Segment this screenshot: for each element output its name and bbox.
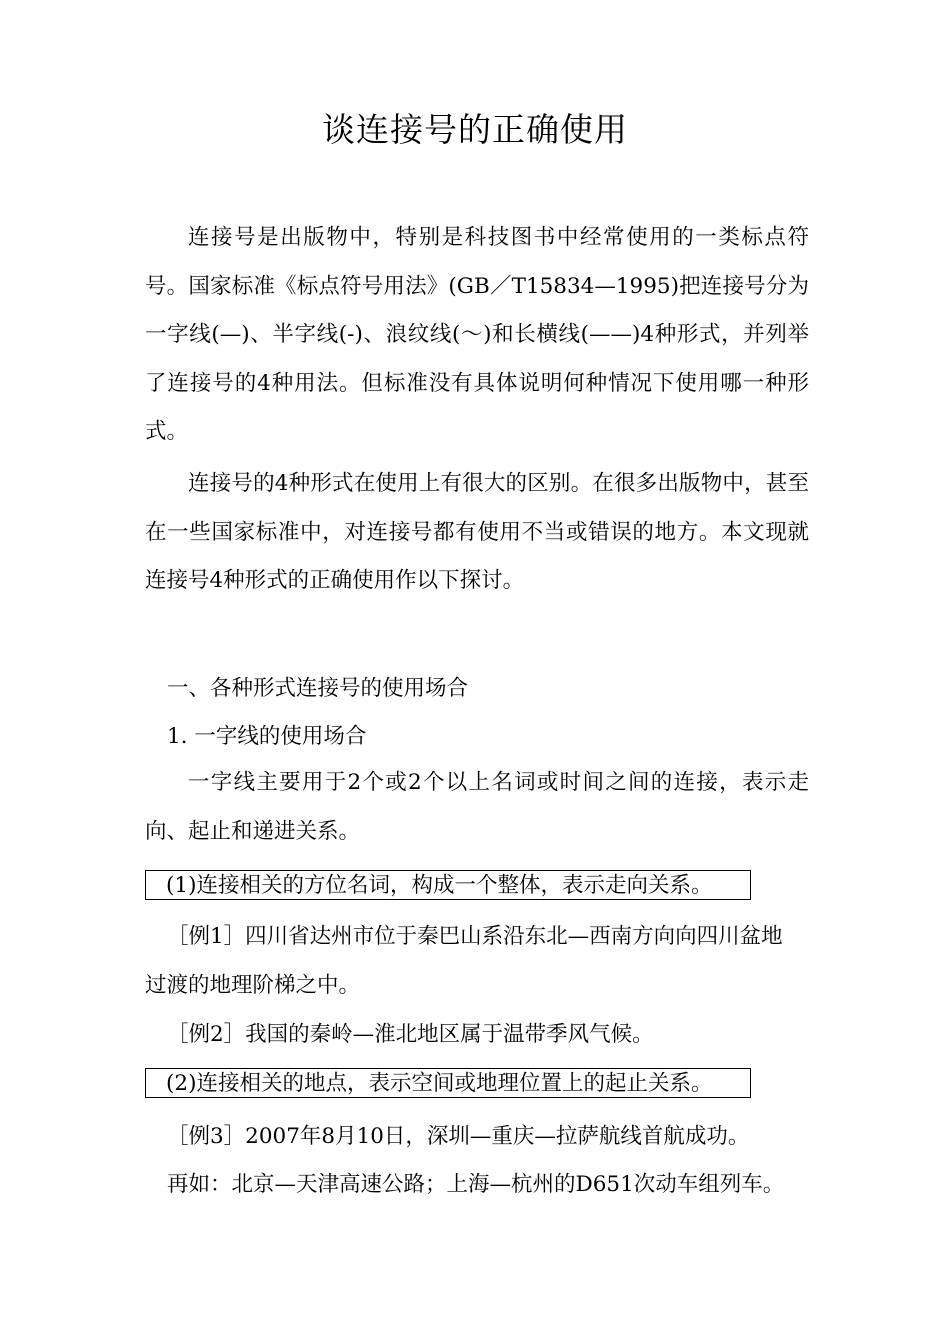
example-3: ［例3］2007年8月10日，深圳—重庆—拉萨航线首航成功。 [167, 1124, 750, 1149]
paragraph-intro: 连接号是出版物中，特别是科技图书中经常使用的一类标点符号。国家标准《标点符号用法》(GB／T15834—1995)把连接号分为一字线(—)、半字线(-)、浪纹线(～)和长横线(——)4种形式，并列举了连接号的4种用法。但标准没有具体说明何种情况下使用哪一种形式。 [145, 225, 809, 444]
example-2: ［例2］我国的秦岭—淮北地区属于温带季风气候。 [167, 1022, 654, 1047]
paragraph-forms: 连接号的4种形式在使用上有很大的区别。在很多出版物中，甚至在一些国家标准中，对连接号都有使用不当或错误的地方。本文现就连接号4种形式的正确使用作以下探讨。 [145, 471, 809, 593]
paragraph-dash-usage: 一字线主要用于2个或2个以上名词或时间之间的连接，表示走向、起止和递进关系。 [145, 770, 809, 844]
subsection-heading: 1. 一字线的使用场合 [167, 724, 367, 749]
example-1-line-1: ［例1］四川省达州市位于秦巴山系沿东北—西南方向向四川盆地 [167, 924, 783, 949]
section-heading: 一、各种形式连接号的使用场合 [167, 676, 469, 701]
rule-box-1: (1)连接相关的方位名词，构成一个整体，表示走向关系。 [145, 870, 751, 900]
document-title: 谈连接号的正确使用 [322, 110, 628, 149]
example-1-line-2: 过渡的地理阶梯之中。 [145, 973, 361, 998]
additional-examples: 再如：北京—天津高速公路；上海—杭州的D651次动车组列车。 [167, 1172, 785, 1197]
rule-box-2: (2)连接相关的地点，表示空间或地理位置上的起止关系。 [145, 1068, 751, 1098]
